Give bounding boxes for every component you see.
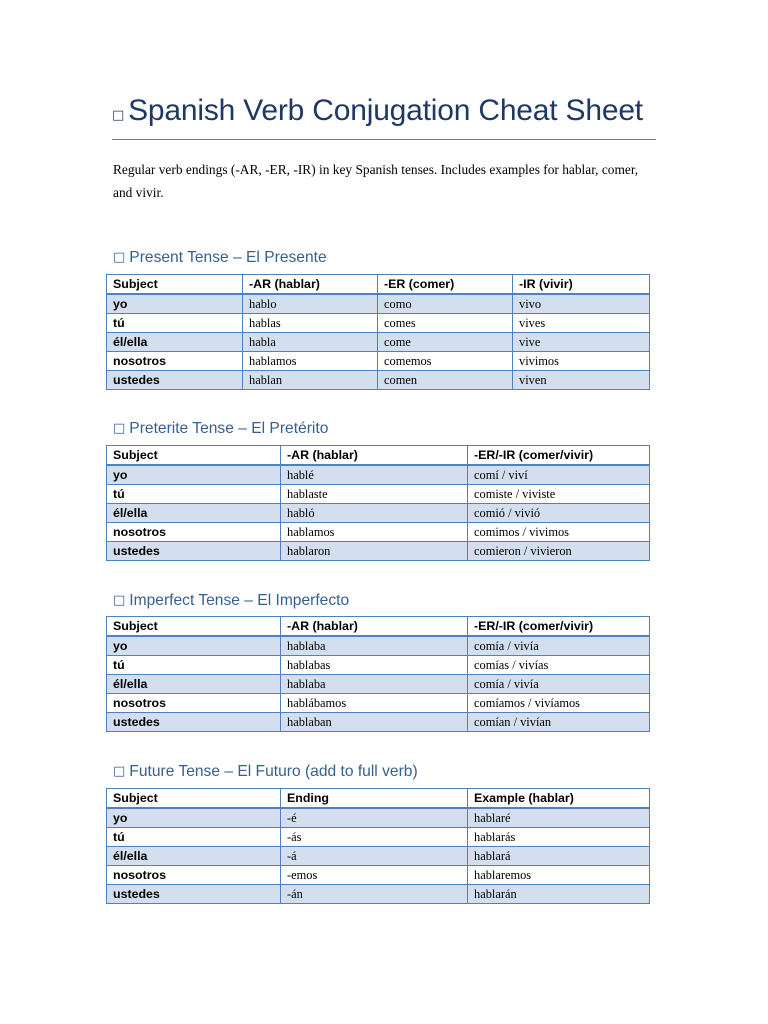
- column-header: -AR (hablar): [243, 275, 378, 295]
- subject-cell: tú: [107, 314, 243, 333]
- column-header: Subject: [107, 275, 243, 295]
- table-row: [107, 694, 650, 713]
- table-cell: hablaba: [281, 636, 468, 656]
- table-row: [107, 333, 650, 352]
- table-row: [107, 713, 650, 732]
- table-cell: comen: [378, 371, 513, 390]
- table-row: [107, 294, 650, 314]
- table-cell: hablará: [468, 847, 650, 866]
- table-cell: comió / vivió: [468, 504, 650, 523]
- subject-cell: nosotros: [107, 523, 281, 542]
- table-cell: hablas: [243, 314, 378, 333]
- table-header-row: [107, 446, 650, 466]
- table-row: [107, 504, 650, 523]
- table-row: [107, 656, 650, 675]
- table-row: [107, 636, 650, 656]
- table-cell: hablaban: [281, 713, 468, 732]
- section-heading-present: [113, 249, 327, 267]
- subject-cell: él/ella: [107, 333, 243, 352]
- subject-cell: tú: [107, 828, 281, 847]
- table-cell: comieron / vivieron: [468, 542, 650, 561]
- table-row: [107, 352, 650, 371]
- table-cell: hablaron: [281, 542, 468, 561]
- table-cell: -é: [281, 808, 468, 828]
- column-header: -IR (vivir): [513, 275, 650, 295]
- subject-cell: él/ella: [107, 847, 281, 866]
- table-cell: hablaré: [468, 808, 650, 828]
- table-cell: comemos: [378, 352, 513, 371]
- table-cell: comes: [378, 314, 513, 333]
- column-header: -ER/-IR (comer/vivir): [468, 446, 650, 466]
- section-heading-text: Future Tense – El Futuro (add to full verb): [129, 763, 418, 780]
- subject-cell: ustedes: [107, 713, 281, 732]
- column-header: Subject: [107, 446, 281, 466]
- table-cell: -á: [281, 847, 468, 866]
- table-cell: vivo: [513, 294, 650, 314]
- table-cell: habla: [243, 333, 378, 352]
- table-cell: hablabas: [281, 656, 468, 675]
- table-cell: hablábamos: [281, 694, 468, 713]
- section-heading-future: [113, 763, 418, 781]
- table-row: [107, 485, 650, 504]
- subject-cell: ustedes: [107, 371, 243, 390]
- subject-cell: ustedes: [107, 542, 281, 561]
- subject-cell: yo: [107, 465, 281, 485]
- subject-cell: él/ella: [107, 504, 281, 523]
- section-heading-text: Imperfect Tense – El Imperfecto: [129, 592, 350, 609]
- missing-glyph-icon: □: [113, 250, 126, 265]
- present-tense-table: [106, 274, 650, 390]
- subject-cell: nosotros: [107, 352, 243, 371]
- table-cell: hablarán: [468, 885, 650, 904]
- table-row: [107, 542, 650, 561]
- table-cell: hablarás: [468, 828, 650, 847]
- subject-cell: nosotros: [107, 694, 281, 713]
- table-cell: habló: [281, 504, 468, 523]
- column-header: Subject: [107, 789, 281, 809]
- table-cell: hablaba: [281, 675, 468, 694]
- missing-glyph-icon: □: [113, 593, 126, 608]
- table-row: [107, 465, 650, 485]
- subject-cell: yo: [107, 294, 243, 314]
- table-cell: como: [378, 294, 513, 314]
- table-cell: -ás: [281, 828, 468, 847]
- page-title-text: Spanish Verb Conjugation Cheat Sheet: [128, 94, 643, 127]
- table-cell: -emos: [281, 866, 468, 885]
- table-cell: comí / viví: [468, 465, 650, 485]
- preterite-tense-table: [106, 445, 650, 561]
- column-header: Ending: [281, 789, 468, 809]
- table-row: [107, 828, 650, 847]
- title-underline: [112, 139, 656, 140]
- table-row: [107, 523, 650, 542]
- subject-cell: tú: [107, 485, 281, 504]
- section-heading-preterite: [113, 420, 328, 438]
- table-header-row: [107, 617, 650, 637]
- table-cell: hablaste: [281, 485, 468, 504]
- table-cell: vive: [513, 333, 650, 352]
- table-cell: come: [378, 333, 513, 352]
- table-header-row: [107, 789, 650, 809]
- table-cell: hablo: [243, 294, 378, 314]
- table-cell: comimos / vivimos: [468, 523, 650, 542]
- table-row: [107, 808, 650, 828]
- table-header-row: [107, 275, 650, 295]
- column-header: -ER/-IR (comer/vivir): [468, 617, 650, 637]
- subject-cell: él/ella: [107, 675, 281, 694]
- column-header: Example (hablar): [468, 789, 650, 809]
- column-header: -ER (comer): [378, 275, 513, 295]
- table-row: [107, 371, 650, 390]
- intro-paragraph: Regular verb endings (-AR, -ER, -IR) in key Spanish tenses. Includes examples for hablar, comer, and vivir.: [113, 162, 639, 200]
- table-cell: hablamos: [243, 352, 378, 371]
- column-header: -AR (hablar): [281, 446, 468, 466]
- subject-cell: yo: [107, 808, 281, 828]
- table-cell: comían / vivían: [468, 713, 650, 732]
- section-heading-imperfect: [113, 592, 349, 610]
- table-cell: hablaremos: [468, 866, 650, 885]
- table-cell: comíamos / vivíamos: [468, 694, 650, 713]
- table-cell: comía / vivía: [468, 636, 650, 656]
- section-heading-text: Present Tense – El Presente: [129, 249, 327, 266]
- table-cell: vivimos: [513, 352, 650, 371]
- table-row: [107, 314, 650, 333]
- subject-cell: tú: [107, 656, 281, 675]
- table-row: [107, 885, 650, 904]
- table-row: [107, 866, 650, 885]
- table-cell: viven: [513, 371, 650, 390]
- table-row: [107, 675, 650, 694]
- missing-glyph-icon: □: [113, 764, 126, 779]
- imperfect-tense-table: [106, 616, 650, 732]
- column-header: -AR (hablar): [281, 617, 468, 637]
- missing-glyph-icon: □: [113, 421, 126, 436]
- table-cell: comiste / viviste: [468, 485, 650, 504]
- table-row: [107, 847, 650, 866]
- table-cell: -án: [281, 885, 468, 904]
- missing-glyph-icon: □: [112, 108, 125, 123]
- section-heading-text: Preterite Tense – El Pretérito: [129, 420, 329, 437]
- subject-cell: yo: [107, 636, 281, 656]
- table-cell: vives: [513, 314, 650, 333]
- subject-cell: ustedes: [107, 885, 281, 904]
- table-cell: hablamos: [281, 523, 468, 542]
- table-cell: comía / vivía: [468, 675, 650, 694]
- table-cell: hablé: [281, 465, 468, 485]
- subject-cell: nosotros: [107, 866, 281, 885]
- page-title: [112, 94, 656, 128]
- table-cell: hablan: [243, 371, 378, 390]
- future-tense-table: [106, 788, 650, 904]
- table-cell: comías / vivías: [468, 656, 650, 675]
- column-header: Subject: [107, 617, 281, 637]
